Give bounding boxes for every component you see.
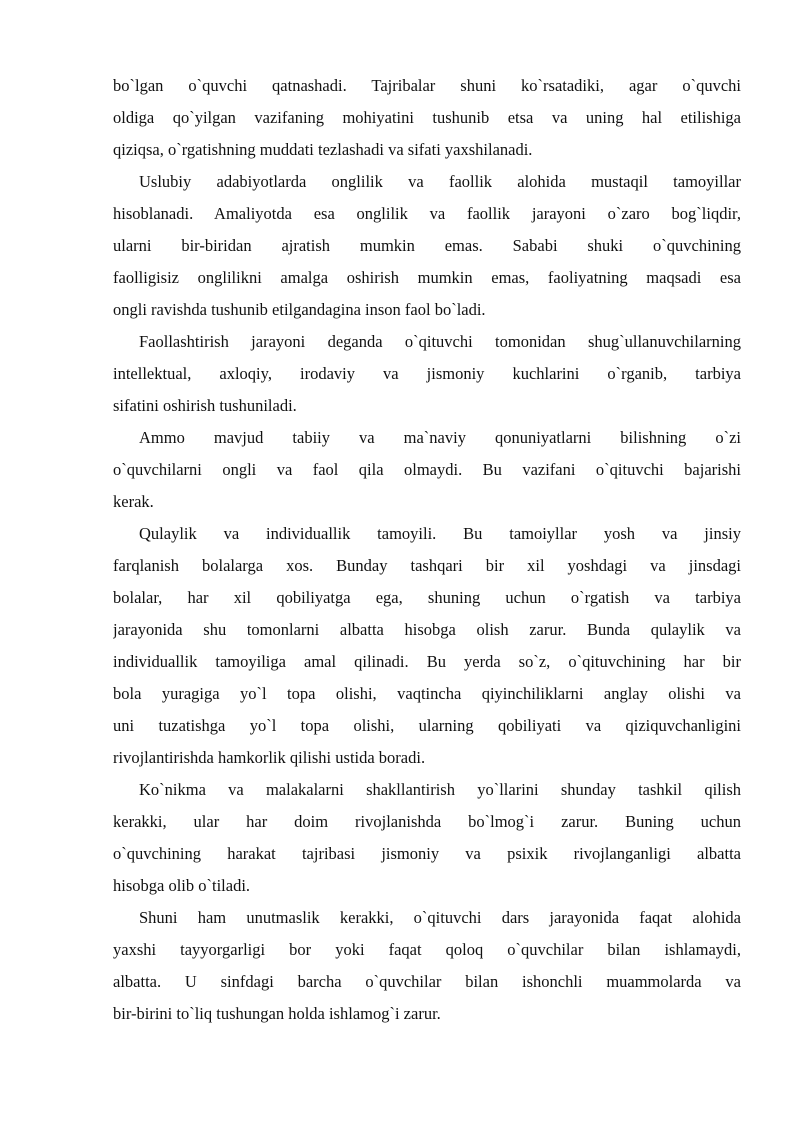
- text-line: o`quvchining harakat tajribasi jismoniy va psixik rivojlanganligi albatta: [113, 844, 741, 863]
- text-line: Ko`nikma va malakalarni shakllantirish yo`llarini shunday tashkil qilish: [139, 780, 741, 799]
- text-line: o`quvchilarni ongli va faol qila olmaydi. Bu vazifani o`qituvchi bajarishi: [113, 460, 741, 479]
- text-line: jarayonida shu tomonlarni albatta hisobga olish zarur. Bunda qulaylik va: [113, 620, 741, 639]
- paragraph: [113, 518, 741, 774]
- text-line: faolligisiz onglilikni amalga oshirish mumkin emas, faoliyatning maqsadi esa: [113, 268, 741, 287]
- text-line: sifatini oshirish tushuniladi.: [113, 396, 297, 415]
- text-line: individuallik tamoyiliga amal qilinadi. Bu yerda so`z, o`qituvchining har bir: [113, 652, 741, 671]
- text-line: bir-birini to`liq tushungan holda ishlamog`i zarur.: [113, 1004, 441, 1023]
- paragraph: [113, 326, 741, 422]
- text-line: bolalar, har xil qobiliyatga ega, shuning uchun o`rgatish va tarbiya: [113, 588, 741, 607]
- text-line: rivojlantirishda hamkorlik qilishi ustida boradi.: [113, 748, 426, 767]
- text-line: Uslubiy adabiyotlarda onglilik va faollik alohida mustaqil tamoyillar: [139, 172, 741, 191]
- paragraph: [113, 422, 741, 518]
- text-line: Ammo mavjud tabiiy va ma`naviy qonuniyatlarni bilishning o`zi: [139, 428, 741, 447]
- paragraph: [113, 902, 741, 1030]
- text-line: kerakki, ular har doim rivojlanishda bo`lmog`i zarur. Buning uchun: [113, 812, 741, 831]
- text-line: hisobga olib o`tiladi.: [113, 876, 251, 895]
- text-line: albatta. U sinfdagi barcha o`quvchilar bilan ishonchli muammolarda va: [113, 972, 741, 991]
- text-line: ongli ravishda tushunib etilgandagina inson faol bo`ladi.: [113, 300, 486, 319]
- document-body: [113, 70, 741, 1030]
- text-line: qiziqsa, o`rgatishning muddati tezlashadi va sifati yaxshilanadi.: [113, 140, 533, 159]
- text-line: uni tuzatishga yo`l topa olishi, ularning qobiliyati va qiziquvchanligini: [113, 716, 741, 735]
- text-line: bola yuragiga yo`l topa olishi, vaqtincha qiyinchiliklarni anglay olishi va: [113, 684, 741, 703]
- text-line: Qulaylik va individuallik tamoyili. Bu tamoiyllar yosh va jinsiy: [139, 524, 741, 543]
- text-line: kerak.: [113, 492, 154, 511]
- paragraph: [113, 774, 741, 902]
- text-line: yaxshi tayyorgarligi bor yoki faqat qoloq o`quvchilar bilan ishlamaydi,: [113, 940, 741, 959]
- text-line: Faollashtirish jarayoni deganda o`qituvchi tomonidan shug`ullanuvchilarning: [139, 332, 741, 351]
- text-line: intellektual, axloqiy, irodaviy va jismoniy kuchlarini o`rganib, tarbiya: [113, 364, 741, 383]
- text-line: farqlanish bolalarga xos. Bunday tashqari bir xil yoshdagi va jinsdagi: [113, 556, 741, 575]
- paragraph: [113, 70, 741, 166]
- text-line: bo`lgan o`quvchi qatnashadi. Tajribalar shuni ko`rsatadiki, agar o`quvchi: [113, 76, 741, 95]
- paragraph: [113, 166, 741, 326]
- text-line: ularni bir-biridan ajratish mumkin emas. Sababi shuki o`quvchining: [113, 236, 741, 255]
- text-line: oldiga qo`yilgan vazifaning mohiyatini tushunib etsa va uning hal etilishiga: [113, 108, 741, 127]
- text-line: hisoblanadi. Amaliyotda esa onglilik va faollik jarayoni o`zaro bog`liqdir,: [113, 204, 741, 223]
- text-line: Shuni ham unutmaslik kerakki, o`qituvchi dars jarayonida faqat alohida: [139, 908, 741, 927]
